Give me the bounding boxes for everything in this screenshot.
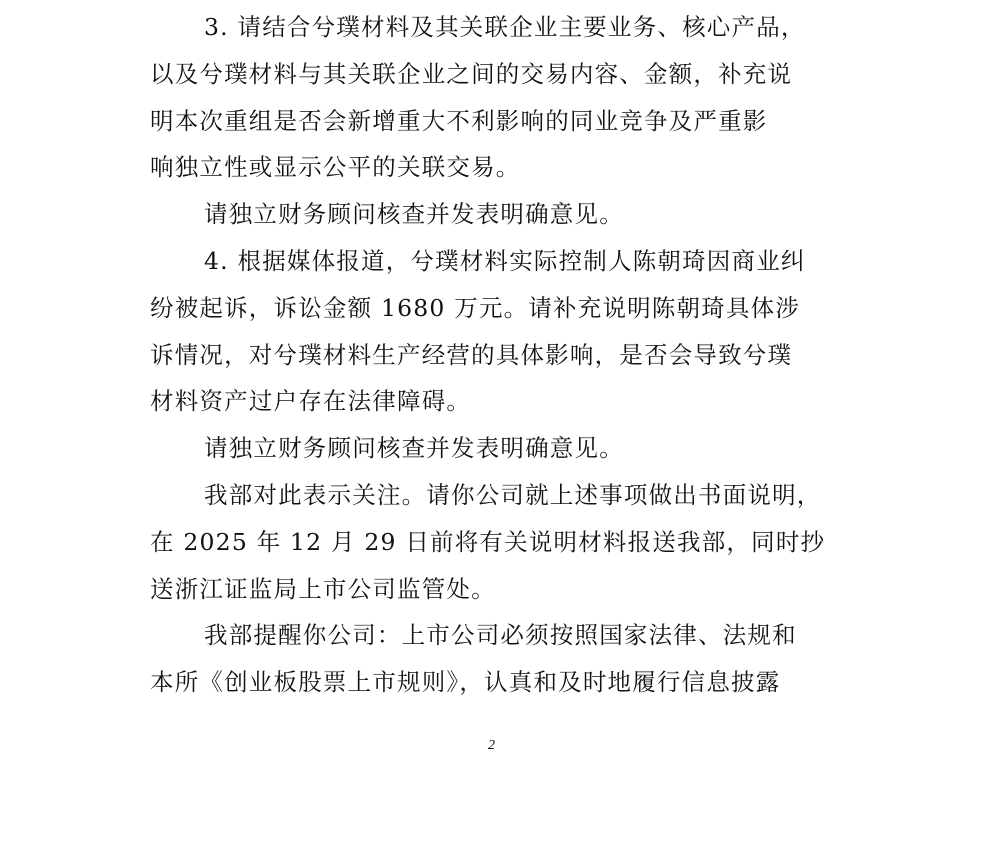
document-body (150, 4, 850, 706)
text-line: 3. 请结合兮璞材料及其关联企业主要业务、核心产品， (204, 13, 806, 41)
text-line: 4. 根据媒体报道，兮璞材料实际控制人陈朝琦因商业纠 (204, 246, 806, 275)
text-line: 纷被起诉，诉讼金额 1680 万元。请补充说明陈朝琦具体涉 (150, 293, 801, 322)
text-line: 送浙江证监局上市公司监管处。 (150, 574, 496, 603)
text-line: 本所《创业板股票上市规则》，认真和及时地履行信息披露 (150, 668, 781, 697)
text-line: 在 2025 年 12 月 29 日前将有关说明材料报送我部，同时抄 (150, 527, 826, 556)
text-line: 响独立性或显示公平的关联交易。 (150, 153, 521, 182)
text-line: 我部提醒你公司：上市公司必须按照国家法律、法规和 (204, 621, 797, 650)
text-line: 材料资产过户存在法律障碍。 (150, 387, 472, 416)
text-line: 诉情况，对兮璞材料生产经营的具体影响，是否会导致兮璞 (150, 340, 793, 369)
text-line: 请独立财务顾问核查并发表明确意见。 (204, 200, 624, 229)
text-line: 请独立财务顾问核查并发表明确意见。 (204, 434, 624, 463)
page-number: 2 (488, 738, 495, 753)
text-line: 以及兮璞材料与其关联企业之间的交易内容、金额，补充说 (150, 59, 793, 88)
text-line: 我部对此表示关注。请你公司就上述事项做出书面说明， (204, 480, 822, 509)
text-line: 明本次重组是否会新增重大不利影响的同业竞争及严重影 (150, 106, 768, 135)
